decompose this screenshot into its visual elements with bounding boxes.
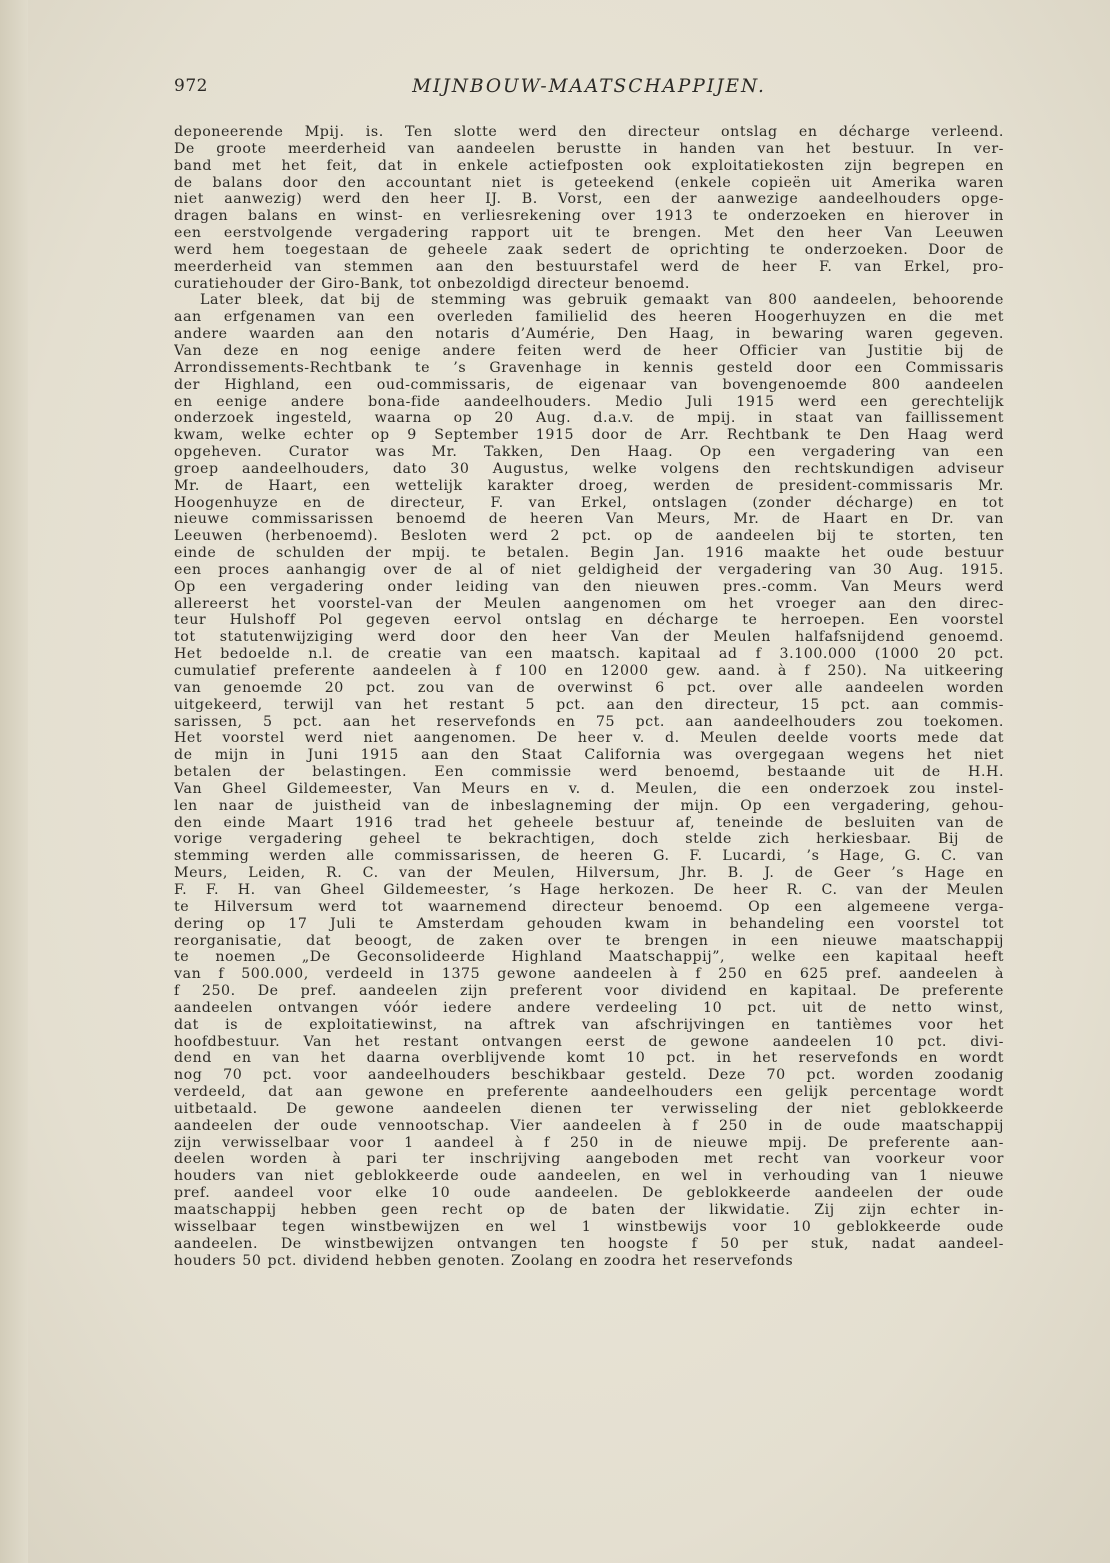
text-line: pref. aandeel voor elke 10 oude aandeelen. De geblokkeerde aandeelen der oude bbox=[174, 1185, 1004, 1202]
text-line: Hoogenhuyze en de directeur, F. van Erkel, ontslagen (zonder décharge) en tot bbox=[174, 494, 1004, 511]
text-line: houders 50 pct. dividend hebben genoten. Zoolang en zoodra het reservefonds bbox=[174, 1252, 794, 1269]
text-line: werd hem toegestaan de geheele zaak sedert de oprichting te onderzoeken. Door de bbox=[174, 241, 1004, 258]
text-line: een eerstvolgende vergadering rapport uit te brengen. Met den heer Van Leeuwen bbox=[174, 225, 1004, 242]
text-line: deponeerende Mpij. is. Ten slotte werd den directeur ontslag en décharge verleend. bbox=[174, 124, 1004, 140]
text-line: aandeelen. De winstbewijzen ontvangen ten hoogste f 50 per stuk, nadat aandeel- bbox=[174, 1235, 1004, 1252]
text-line: einde de schulden der mpij. te betalen. Begin Jan. 1916 maakte het oude bestuur bbox=[174, 545, 1004, 562]
text-line: niet aanwezig) werd den heer IJ. B. Vorst, een der aanwezige aandeelhouders opge- bbox=[174, 191, 1004, 208]
text-line: teur Hulshoff Pol gegeven eervol ontslag en décharge te herroepen. Een voorstel bbox=[174, 612, 1004, 629]
text-line: betalen der belastingen. Een commissie werd benoemd, bestaande uit de H.H. bbox=[174, 764, 1004, 781]
text-line: tot statutenwijziging werd door den heer Van der Meulen halfafsnijdend genoemd. bbox=[174, 629, 1004, 646]
text-line: maatschappij hebben geen recht op de baten der likwidatie. Zij zijn echter in- bbox=[174, 1202, 1004, 1218]
text-line: dend en van het daarna overblijvende komt 10 pct. in het reservefonds en wordt bbox=[174, 1050, 1004, 1067]
text-line: zijn verwisselbaar voor 1 aandeel à f 250 in de nieuwe mpij. De preferente aan- bbox=[174, 1134, 1004, 1151]
page-number: 972 bbox=[174, 76, 208, 96]
text-line: Meurs, Leiden, R. C. van der Meulen, Hilversum, Jhr. B. J. de Geer ’s Hage en bbox=[174, 865, 1004, 882]
text-line: uitbetaald. De gewone aandeelen dienen ter verwisseling der niet geblokkeerde bbox=[174, 1100, 1004, 1117]
text-line: deelen worden à pari ter inschrijving aangeboden met recht van voorkeur voor bbox=[174, 1151, 1004, 1168]
running-title: MIJNBOUW-MAATSCHAPPIJEN. bbox=[412, 76, 766, 97]
text-line: te Hilversum werd tot waarnemend directeur benoemd. Op een algemeene verga- bbox=[174, 898, 1004, 915]
text-line: Van Gheel Gildemeester, Van Meurs en v. d. Meulen, die een onderzoek zou instel- bbox=[174, 780, 1004, 797]
text-line: uitgekeerd, terwijl van het restant 5 pct. aan den directeur, 15 pct. aan commis- bbox=[174, 696, 1004, 713]
text-line: wisselbaar tegen winstbewijzen en wel 1 winstbewijs voor 10 geblokkeerde oude bbox=[174, 1218, 1004, 1235]
text-line: en eenige andere bona-fide aandeelhouders. Medio Juli 1915 werd een gerechtelijk bbox=[174, 393, 1004, 410]
text-line: kwam, welke echter op 9 September 1915 door de Arr. Rechtbank te Den Haag werd bbox=[174, 427, 1004, 444]
text-line: nieuwe commissarissen benoemd de heeren Van Meurs, Mr. de Haart en Dr. van bbox=[174, 511, 1004, 528]
text-line: houders van niet geblokkeerde oude aandeelen, en wel in verhouding van 1 nieuwe bbox=[174, 1168, 1004, 1185]
text-line: Het bedoelde n.l. de creatie van een maatsch. kapitaal ad f 3.100.000 (1000 20 pct. bbox=[174, 646, 1004, 663]
text-line: Leeuwen (herbenoemd). Besloten werd 2 pct. op de aandeelen bij te storten, ten bbox=[174, 528, 1004, 545]
text-line: van genoemde 20 pct. zou van de overwinst 6 pct. over alle aandeelen worden bbox=[174, 679, 1004, 696]
text-line: f 250. De pref. aandeelen zijn preferent voor dividend en kapitaal. De preferente bbox=[174, 983, 1004, 1000]
text-line: te noemen „De Geconsolideerde Highland Maatschappij”, welke een kapitaal heeft bbox=[174, 949, 1004, 966]
text-line: stemming werden alle commissarissen, de heeren G. F. Lucardi, ’s Hage, G. C. van bbox=[174, 848, 1004, 865]
text-line: van f 500.000, verdeeld in 1375 gewone aandeelen à f 250 en 625 pref. aandeelen à bbox=[174, 966, 1004, 983]
text-line: Van deze en nog eenige andere feiten werd de heer Officier van Justitie bij de bbox=[174, 342, 1004, 359]
text-line: band met het feit, dat in enkele actiefposten ook exploitatiekosten zijn begrepen en bbox=[174, 157, 1004, 174]
text-line: nog 70 pct. voor aandeelhouders beschikbaar gesteld. Deze 70 pct. worden zoodanig bbox=[174, 1067, 1004, 1084]
text-line: De groote meerderheid van aandeelen berustte in handen van het bestuur. In ver- bbox=[174, 140, 1004, 157]
body-text bbox=[174, 124, 1004, 1469]
text-line: F. F. H. van Gheel Gildemeester, ’s Hage herkozen. De heer R. C. van der Meulen bbox=[174, 881, 1004, 898]
text-line: hoofdbestuur. Van het restant ontvangen eerst de gewone aandeelen 10 pct. divi- bbox=[174, 1033, 1004, 1050]
text-line: aandeelen ontvangen vóór iedere andere verdeeling 10 pct. uit de netto winst, bbox=[174, 999, 1004, 1016]
text-line: onderzoek ingesteld, waarna op 20 Aug. d.a.v. de mpij. in staat van faillissement bbox=[174, 410, 1004, 427]
text-line: meerderheid van stemmen aan den bestuurstafel werd de heer F. van Erkel, pro- bbox=[174, 258, 1004, 275]
text-line: sarissen, 5 pct. aan het reservefonds en 75 pct. aan aandeelhouders zou toekomen. bbox=[174, 713, 1004, 730]
text-line: een proces aanhangig over de al of niet geldigheid der vergadering van 30 Aug. 1915. bbox=[174, 561, 1004, 578]
text-line: groep aandeelhouders, dato 30 Augustus, welke volgens den rechtskundigen adviseur bbox=[174, 460, 1004, 477]
text-line: opgeheven. Curator was Mr. Takken, Den Haag. Op een vergadering van een bbox=[174, 444, 1004, 461]
binding-edge bbox=[0, 0, 28, 1563]
text-line: dat is de exploitatiewinst, na aftrek van afschrijvingen en tantièmes voor het bbox=[174, 1016, 1004, 1033]
text-line: allereerst het voorstel-van der Meulen aangenomen om het vroeger aan den direc- bbox=[174, 595, 1004, 612]
text-line: de mijn in Juni 1915 aan den Staat California was overgegaan wegens het niet bbox=[174, 747, 1004, 764]
text-line: verdeeld, dat aan gewone en preferente aandeelhouders een gelijk percentage wordt bbox=[174, 1084, 1004, 1101]
text-line: cumulatief preferente aandeelen à f 100 en 12000 gew. aand. à f 250). Na uitkeering bbox=[174, 663, 1004, 679]
text-line: vorige vergadering geheel te bekrachtigen, doch stelde zich herkiesbaar. Bij de bbox=[174, 831, 1004, 848]
text-line: andere waarden aan den notaris d’Aumérie, Den Haag, in bewaring waren gegeven. bbox=[174, 326, 1004, 343]
text-line: Arrondissements-Rechtbank te ’s Gravenhage in kennis gesteld door een Commissaris bbox=[174, 359, 1004, 376]
text-line: der Highland, een oud-commissaris, de eigenaar van bovengenoemde 800 aandeelen bbox=[174, 376, 1004, 393]
text-line: Het voorstel werd niet aangenomen. De heer v. d. Meulen deelde voorts mede dat bbox=[174, 730, 1004, 747]
text-line: aandeelen der oude vennootschap. Vier aandeelen à f 250 in de oude maatschappij bbox=[174, 1117, 1004, 1134]
text-line: len naar de juistheid van de inbeslagneming der mijn. Op een vergadering, gehou- bbox=[174, 797, 1004, 814]
text-line: dering op 17 Juli te Amsterdam gehouden kwam in behandeling een voorstel tot bbox=[174, 915, 1004, 932]
text-line: Later bleek, dat bij de stemming was gebruik gemaakt van 800 aandeelen, behoorende bbox=[200, 292, 1004, 309]
text-line: reorganisatie, dat beoogt, de zaken over te brengen in een nieuwe maatschappij bbox=[174, 932, 1004, 949]
text-line: den einde Maart 1916 trad het geheele bestuur af, teneinde de besluiten van de bbox=[174, 814, 1004, 831]
text-line: curatiehouder der Giro-Bank, tot onbezoldigd directeur benoemd. bbox=[174, 275, 690, 292]
text-line: dragen balans en winst- en verliesrekening over 1913 te onderzoeken en hierover in bbox=[174, 208, 1004, 225]
text-line: de balans door den accountant niet is geteekend (enkele copieën uit Amerika waren bbox=[174, 174, 1004, 191]
text-line: Mr. de Haart, een wettelijk karakter droeg, werden de president-commissaris Mr. bbox=[174, 477, 1004, 494]
text-line: Op een vergadering onder leiding van den nieuwen pres.-comm. Van Meurs werd bbox=[174, 578, 1004, 595]
page-header bbox=[174, 76, 1004, 104]
text-line: aan erfgenamen van een overleden familielid des heeren Hoogerhuyzen en die met bbox=[174, 309, 1004, 326]
